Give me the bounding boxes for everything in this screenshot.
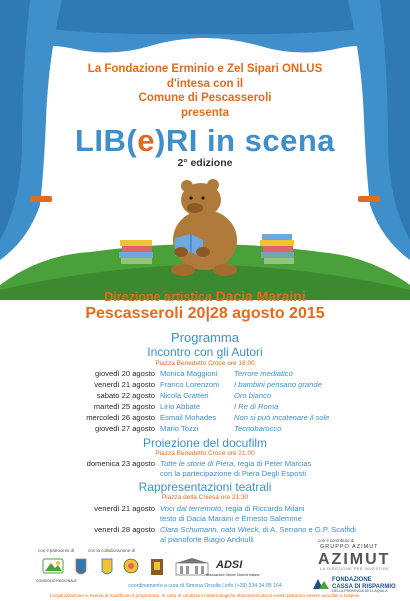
azimut-tagline: LA DIREZIONE PER INVESTIRE: [320, 567, 390, 571]
section-theatre-title: Rappresentazioni teatrali: [138, 480, 272, 494]
fondazione-carispaq-sub: DELLA PROVINCIA DELL'AQUILA: [332, 589, 388, 593]
azimut-logo: AZIMUT: [318, 551, 391, 568]
books-right: [260, 234, 294, 264]
section-authors-venue: Piazza Benedetto Croce ore 18:00: [155, 360, 255, 367]
schedule-row: venerdì 21 agosto Franco Lorenzoni I bambini pensano grande: [94, 380, 322, 389]
hero-text: [0, 62, 410, 169]
consiglio-regionale-text: CONSIGLIO REGIONALE: [36, 579, 77, 583]
schedule-row: giovedì 20 agosto Monica Maggioni Terrore mediatico: [95, 369, 293, 378]
collaboration-label: con la collaborazione di: [88, 548, 136, 553]
disclaimer: L'organizzazione si riserva di modificare il programma. In caso di condizioni meteorologiche sfavorevoli alcuni eventi potranno essere annullati o sospesi.: [49, 593, 361, 598]
edition-label: 2° edizione: [177, 157, 233, 169]
section-docufilm-venue: Piazza Benedetto Croce ore 21:00: [155, 450, 255, 457]
coordination-contact: coordinamento a cura di Simona Orsolla | info (+39) 334 34 95 164: [128, 583, 282, 589]
event-title: LIB(e)RI in scena: [74, 123, 336, 158]
schedule-row: venerdì 28 agosto Clara Schumann, nata Wieck, di A. Serrano e G.P. Scaffidi: [94, 525, 356, 534]
hero-illustration: [0, 0, 410, 300]
books-left: [119, 240, 153, 264]
fondazione-building-logo: [174, 557, 210, 579]
schedule-row: sabato 22 agosto Nicola Gratteri Oro bianco: [96, 391, 272, 400]
comune-line: Comune di Pescasseroli: [138, 92, 272, 104]
contribution-label: con il contributo di: [318, 538, 355, 543]
coat-of-arms-1: [74, 557, 88, 579]
schedule-row: giovedì 27 agosto Mario Tozzi Tecnobarocco: [95, 424, 282, 433]
schedule-row: domenica 23 agosto Tutte le storie di Piera, regia di Peter Marcias: [86, 459, 312, 468]
section-theatre-venue: Piazza della Chiesa ore 21:30: [161, 494, 249, 501]
schedule-row: mercoledì 26 agosto Esmail Mohades Non si può incatenare il sole: [86, 413, 330, 422]
consiglio-regionale-logo: [40, 557, 66, 579]
patronage-label: con il patrocinio di: [38, 548, 75, 553]
presenta-line: presenta: [181, 106, 229, 119]
coat-of-arms-4: [148, 557, 166, 579]
programma-heading: Programma: [171, 330, 239, 345]
intesa-line: d'intesa con il: [166, 77, 244, 90]
schedule-row-continued: testo di Dacia Maraini e Ernesto Salemme: [160, 514, 302, 523]
schedule-row-continued: con la partecipazione di Piera Degli Esposti: [160, 469, 307, 478]
adsi-subtext: Associazione Dimore Storiche Italiane: [206, 573, 260, 577]
presenter-line: La Fondazione Erminio e Zel Sipari ONLUS: [87, 63, 323, 75]
schedule-row: venerdì 21 agosto Voci dal terremoto, regia di Riccardo Milani: [94, 504, 305, 513]
coat-of-arms-2: [100, 557, 114, 579]
coat-of-arms-3: [122, 557, 140, 579]
adsi-logo: ADSI: [216, 559, 243, 571]
schedule-row: martedì 25 agosto Lirio Abbate I Re di Roma: [93, 402, 279, 411]
fondazione-carispaq-logo: FONDAZIONE CASSA DI RISPARMIO: [332, 577, 396, 590]
section-docufilm-title: Proiezione del docufilm: [142, 436, 268, 450]
azimut-group-label: GRUPPO AZIMUT: [320, 544, 379, 550]
section-authors-title: Incontro con gli Autori: [147, 345, 263, 359]
artistic-direction: Direzione artistica Dacia Maraini: [104, 288, 306, 304]
place-and-dates: Pescasseroli 20|28 agosto 2015: [85, 305, 325, 322]
schedule-row-continued: al pianoforte Biagio Andriulli: [160, 535, 254, 544]
